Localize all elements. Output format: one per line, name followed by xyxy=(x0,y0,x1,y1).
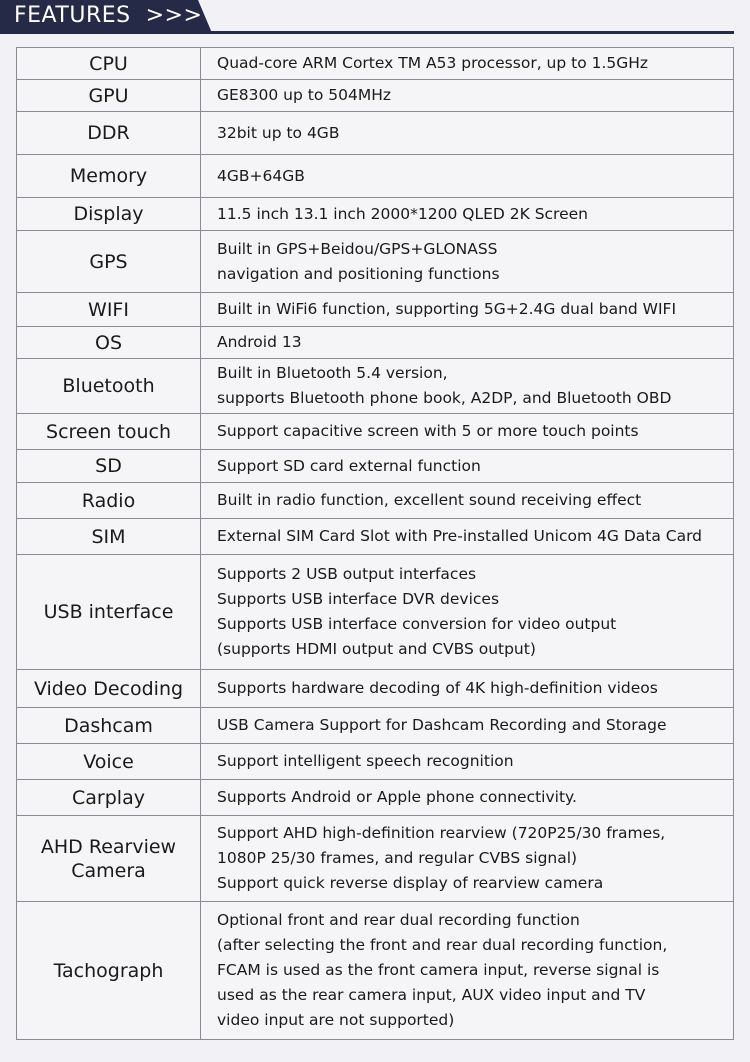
spec-label-line: Carplay xyxy=(72,786,145,809)
spec-label xyxy=(17,670,201,708)
spec-value xyxy=(201,708,734,744)
spec-label xyxy=(17,780,201,816)
spec-label xyxy=(17,744,201,780)
spec-label-line: WIFI xyxy=(88,298,129,321)
spec-label xyxy=(17,483,201,519)
spec-value-line: (supports HDMI output and CVBS output) xyxy=(217,640,536,658)
spec-label-line: Video Decoding xyxy=(33,677,184,700)
spec-value-line: Support intelligent speech recognition xyxy=(217,752,514,770)
spec-row xyxy=(17,816,734,902)
spec-value-line: Support quick reverse display of rearview camera xyxy=(217,874,604,892)
spec-label-line: SD xyxy=(95,455,122,477)
spec-label xyxy=(17,708,201,744)
spec-label xyxy=(17,414,201,450)
spec-row xyxy=(17,414,734,450)
spec-value xyxy=(201,155,734,198)
spec-row xyxy=(17,231,734,293)
spec-row xyxy=(17,780,734,816)
spec-value xyxy=(201,670,734,708)
spec-label xyxy=(17,112,201,155)
spec-value xyxy=(201,483,734,519)
spec-row xyxy=(17,198,734,231)
spec-value-line: Support capacitive screen with 5 or more touch points xyxy=(217,422,639,440)
spec-row xyxy=(17,48,734,80)
spec-value-line: Built in WiFi6 function, supporting 5G+2.4G dual band WIFI xyxy=(217,300,677,318)
features-title: FEATURES >>> xyxy=(14,3,203,28)
spec-value-line: Supports 2 USB output interfaces xyxy=(217,565,477,583)
spec-label-line: CPU xyxy=(89,52,128,75)
header-rule xyxy=(0,31,734,34)
spec-value-line: Optional front and rear dual recording function xyxy=(217,911,580,929)
spec-value-line: 32bit up to 4GB xyxy=(217,123,340,142)
spec-label xyxy=(17,519,201,555)
spec-value xyxy=(201,450,734,483)
spec-label-line: Voice xyxy=(83,750,134,773)
spec-value-line: Support AHD high-definition rearview (720P25/30 frames, xyxy=(217,824,666,842)
spec-value-line: (after selecting the front and rear dual recording function, xyxy=(217,936,668,954)
spec-row xyxy=(17,359,734,414)
spec-label xyxy=(17,198,201,231)
spec-label-line: USB interface xyxy=(43,601,174,623)
features-header xyxy=(0,0,750,36)
spec-value xyxy=(201,780,734,816)
spec-value xyxy=(201,555,734,670)
spec-value-line: FCAM is used as the front camera input, reverse signal is xyxy=(217,961,660,979)
spec-label xyxy=(17,293,201,327)
spec-label-line: Camera xyxy=(71,859,146,882)
spec-label xyxy=(17,816,201,902)
spec-value-line: Quad-core ARM Cortex TM A53 processor, up to 1.5GHz xyxy=(217,54,649,72)
spec-value-line: 1080P 25/30 frames, and regular CVBS signal) xyxy=(217,849,578,867)
spec-row xyxy=(17,483,734,519)
spec-value xyxy=(201,112,734,155)
spec-value-line: 4GB+64GB xyxy=(217,166,305,185)
spec-value-line: Android 13 xyxy=(217,333,302,351)
spec-value-line: Built in Bluetooth 5.4 version, xyxy=(217,364,448,382)
spec-value-line: Supports USB interface conversion for video output xyxy=(217,615,617,633)
spec-value xyxy=(201,902,734,1040)
spec-row xyxy=(17,80,734,112)
spec-label-line: DDR xyxy=(87,122,130,144)
spec-value-line: Supports USB interface DVR devices xyxy=(217,590,500,608)
spec-label-line: Dashcam xyxy=(64,714,153,737)
spec-value xyxy=(201,48,734,80)
spec-label-line: SIM xyxy=(91,525,126,548)
spec-value xyxy=(201,519,734,555)
spec-value xyxy=(201,80,734,112)
spec-value-line: External SIM Card Slot with Pre-installed Unicom 4G Data Card xyxy=(217,527,703,545)
spec-value-line: Supports hardware decoding of 4K high-definition videos xyxy=(217,679,658,697)
spec-label-line: GPU xyxy=(88,84,129,107)
spec-label-line: GPS xyxy=(89,250,128,273)
spec-value xyxy=(201,414,734,450)
spec-label xyxy=(17,155,201,198)
spec-label-line: Tachograph xyxy=(53,959,164,982)
spec-value xyxy=(201,327,734,359)
spec-row xyxy=(17,708,734,744)
spec-label xyxy=(17,231,201,293)
spec-value-line: Built in GPS+Beidou/GPS+GLONASS xyxy=(217,239,498,258)
spec-value xyxy=(201,359,734,414)
spec-label xyxy=(17,359,201,414)
spec-value-line: used as the rear camera input, AUX video input and TV xyxy=(217,986,646,1004)
spec-label-line: OS xyxy=(94,331,122,354)
spec-label-line: Screen touch xyxy=(46,420,171,443)
spec-value xyxy=(201,744,734,780)
spec-row xyxy=(17,670,734,708)
spec-row xyxy=(17,155,734,198)
spec-value xyxy=(201,231,734,293)
spec-label-line: Bluetooth xyxy=(62,375,155,397)
spec-label xyxy=(17,450,201,483)
spec-row xyxy=(17,450,734,483)
spec-row xyxy=(17,519,734,555)
spec-value xyxy=(201,198,734,231)
spec-label xyxy=(17,555,201,670)
spec-value-line: Supports Android or Apple phone connectivity. xyxy=(217,788,577,806)
spec-label xyxy=(17,80,201,112)
spec-value-line: GE8300 up to 504MHz xyxy=(217,86,392,104)
spec-value-line: USB Camera Support for Dashcam Recording and Storage xyxy=(217,716,667,734)
spec-row xyxy=(17,902,734,1040)
spec-label-line: Display xyxy=(73,203,144,225)
spec-row xyxy=(17,112,734,155)
spec-label-line: Memory xyxy=(69,165,148,187)
spec-row xyxy=(17,555,734,670)
spec-value xyxy=(201,293,734,327)
spec-label xyxy=(17,327,201,359)
spec-label-line: AHD Rearview xyxy=(40,835,177,858)
spec-value-line: navigation and positioning functions xyxy=(217,264,500,283)
spec-value-line: video input are not supported) xyxy=(217,1011,455,1029)
specs-table xyxy=(16,47,734,1040)
spec-value-line: supports Bluetooth phone book, A2DP, and Bluetooth OBD xyxy=(217,389,672,407)
spec-label-line: Radio xyxy=(81,489,136,512)
spec-row xyxy=(17,744,734,780)
spec-value-line: Built in radio function, excellent sound receiving effect xyxy=(217,491,642,509)
spec-label xyxy=(17,48,201,80)
spec-label xyxy=(17,902,201,1040)
spec-value xyxy=(201,816,734,902)
spec-row xyxy=(17,293,734,327)
spec-value-line: Support SD card external function xyxy=(217,456,481,475)
spec-value-line: 11.5 inch 13.1 inch 2000*1200 QLED 2K Screen xyxy=(217,204,588,223)
spec-row xyxy=(17,327,734,359)
